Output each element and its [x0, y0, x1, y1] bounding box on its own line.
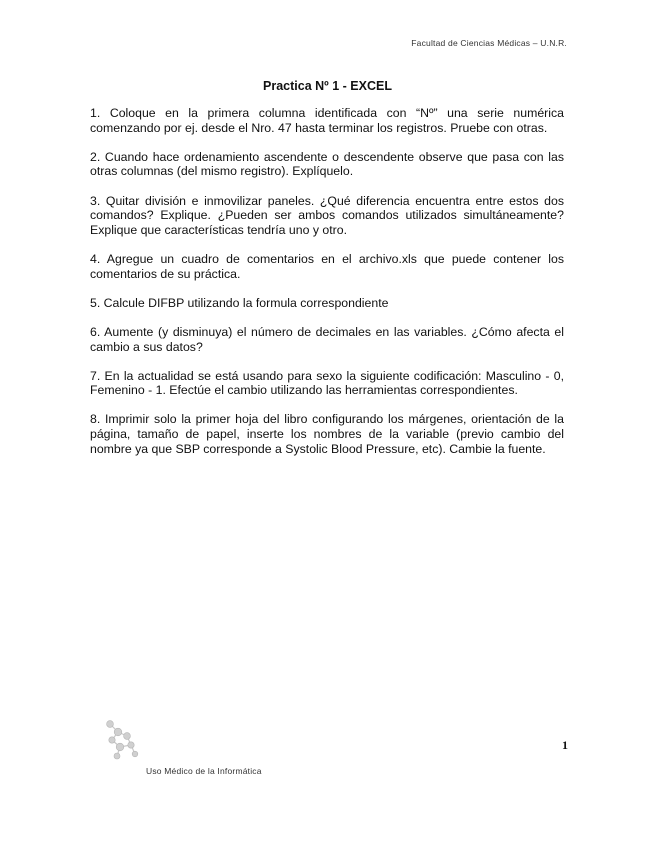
exercise-item-6: 6. Aumente (y disminuya) el número de decimales en las variables. ¿Cómo afecta el cambio a sus datos?	[90, 324, 564, 354]
exercise-item-2: 2. Cuando hace ordenamiento ascendente o descendente observe que pasa con las otras columnas (del mismo registro). Explíquelo.	[90, 149, 564, 179]
header-institution: Facultad de Ciencias Médicas – U.N.R.	[411, 38, 567, 48]
molecule-logo-icon	[100, 716, 142, 762]
exercise-item-3: 3. Quitar división e inmovilizar paneles. ¿Qué diferencia encuentra entre estos dos comandos? Explique. ¿Pueden ser ambos comandos utilizados simultáneamente? Explique que características tendría uno y otro.	[90, 193, 564, 237]
exercise-item-1: 1. Coloque en la primera columna identificada con “Nº” una serie numérica comenzando por ej. desde el Nro. 47 hasta terminar los registros. Pruebe con otras.	[90, 106, 564, 135]
page-title: Practica Nº 1 - EXCEL	[263, 79, 392, 93]
exercise-item-7: 7. En la actualidad se está usando para sexo la siguiente codificación: Masculino - 0, Femenino - 1. Efectúe el cambio utilizando las herramientas correspondientes.	[90, 368, 564, 398]
footer-course: Uso Médico de la Informática	[146, 766, 262, 776]
exercise-item-8: 8. Imprimir solo la primer hoja del libro configurando los márgenes, orientación de la página, tamaño de papel, inserte los nombres de la variable (previo cambio del nombre ya que SBP corresponde a Systolic Blood Pressure, etc). Cambie la fuente.	[90, 412, 564, 456]
page-number: 1	[562, 738, 568, 752]
exercise-item-5: 5. Calcule DIFBP utilizando la formula correspondiente	[90, 295, 389, 310]
exercise-item-4: 4. Agregue un cuadro de comentarios en el archivo.xls que puede contener los comentarios de su práctica.	[90, 251, 564, 281]
exercise-list	[90, 106, 564, 471]
